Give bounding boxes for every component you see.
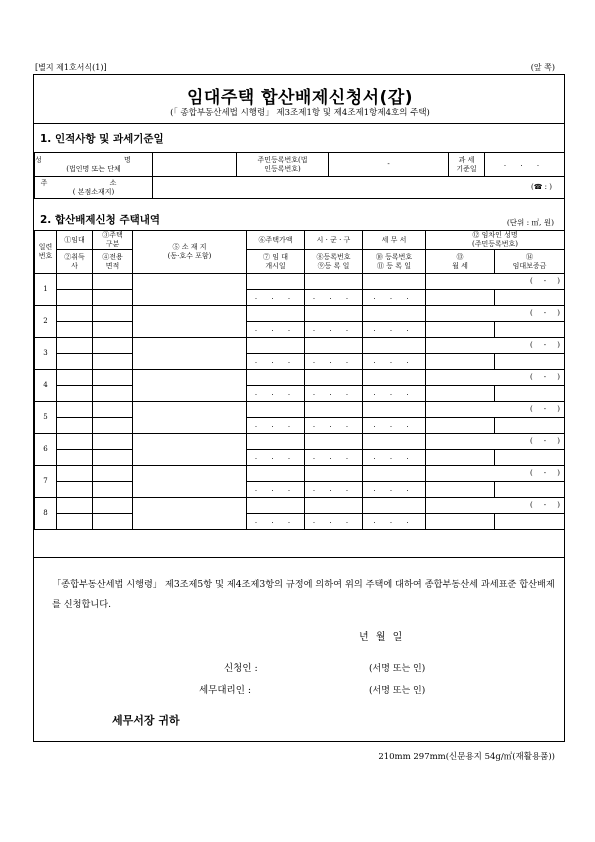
lease-start-cell-text: . . . (254, 325, 297, 333)
local-reg-no-cell[interactable] (305, 434, 363, 450)
tenant-id-cell-text: ( - ) (529, 277, 561, 285)
row-number (35, 274, 57, 306)
form-frame (33, 74, 565, 742)
lease-cell[interactable] (57, 338, 93, 354)
name-label: 성 명 (35, 155, 171, 164)
house-value-cell[interactable] (247, 274, 305, 290)
table-row (35, 354, 565, 370)
tax-date-placeholder: . . . (503, 160, 546, 168)
monthly-rent-cell[interactable] (426, 514, 495, 530)
tenant-id-cell[interactable] (426, 370, 565, 386)
lease-cell[interactable] (57, 434, 93, 450)
tax-date-field[interactable] (485, 153, 565, 177)
row-number (35, 466, 57, 498)
page-side-label: (앞 쪽) (530, 63, 555, 72)
tax-office-reg-date-cell[interactable] (363, 322, 426, 338)
addressee: 세무서장 귀하 (112, 714, 180, 727)
col-5-sub: (동·호수 포함) (167, 252, 212, 260)
lease-cell[interactable] (57, 370, 93, 386)
tax-office-reg-date-cell-text: . . . (373, 325, 415, 333)
tax-date-label: 과 세 (458, 155, 475, 164)
tax-office-reg-date-cell[interactable] (363, 514, 426, 530)
col-4: ④전용 면적 (93, 250, 133, 274)
area-cell[interactable] (93, 386, 133, 402)
house-type-cell[interactable] (93, 466, 133, 482)
col-14: ⑭ 임대보증금 (495, 250, 565, 274)
section1-heading: 1. 인적사항 및 과세기준일 (40, 133, 164, 145)
local-reg-date-cell[interactable] (305, 482, 363, 498)
local-reg-date-cell[interactable] (305, 386, 363, 402)
tax-office-reg-date-cell-text: . . . (373, 389, 415, 397)
table-row (35, 450, 565, 466)
local-reg-no-cell[interactable] (305, 402, 363, 418)
col-6: ⑥주택가액 (247, 231, 305, 250)
col-12-sub: (주민등록번호) (471, 240, 519, 248)
deposit-cell[interactable] (495, 322, 565, 338)
col-10: ⑩ 등록번호 (375, 252, 413, 261)
row-number (35, 306, 57, 338)
monthly-rent-cell[interactable] (426, 322, 495, 338)
address-label: 주 소 (40, 178, 147, 187)
local-reg-date-cell-text: . . . (312, 389, 355, 397)
tax-office-reg-date-cell-text: . . . (373, 357, 415, 365)
row-number-text: 6 (43, 445, 48, 453)
tax-office-reg-no-cell[interactable] (363, 434, 426, 450)
location-cell[interactable] (133, 402, 247, 434)
local-reg-no-cell[interactable] (305, 306, 363, 322)
tenant-id-cell-text: ( - ) (529, 309, 561, 317)
acquisition-cell[interactable] (57, 290, 93, 306)
col-8: ⑧등록번호 (316, 252, 351, 261)
col-9: ⑨등 록 일 (317, 261, 350, 270)
house-value-cell[interactable] (247, 498, 305, 514)
applicant-sign[interactable]: (서명 또는 인) (369, 664, 426, 674)
tax-office-reg-date-cell[interactable] (363, 418, 426, 434)
monthly-rent-cell[interactable] (426, 290, 495, 306)
lease-start-cell-text: . . . (254, 453, 297, 461)
area-cell[interactable] (93, 290, 133, 306)
house-value-cell[interactable] (247, 338, 305, 354)
applicant-label: 신청인 : (224, 663, 258, 674)
tax-office-reg-date-cell-text: . . . (373, 293, 415, 301)
location-cell[interactable] (133, 306, 247, 338)
monthly-rent-cell[interactable] (426, 354, 495, 370)
lease-start-cell-text: . . . (254, 485, 297, 493)
tenant-id-cell[interactable] (426, 306, 565, 322)
footer-spec: 210mm 297mm(신문용지 54g/㎡(재활용품)) (378, 752, 555, 762)
tenant-id-cell-text: ( - ) (529, 469, 561, 477)
lease-cell[interactable] (57, 402, 93, 418)
house-value-cell[interactable] (247, 434, 305, 450)
table-row (35, 418, 565, 434)
col-8-9-cell (305, 250, 363, 274)
lease-cell[interactable] (57, 498, 93, 514)
tax-office-reg-no-cell[interactable] (363, 338, 426, 354)
deposit-cell[interactable] (495, 514, 565, 530)
table-row (35, 498, 565, 514)
row-number-text: 4 (43, 381, 48, 389)
table-row (35, 514, 565, 530)
col-1: ①임대 (57, 231, 93, 250)
acquisition-cell[interactable] (57, 482, 93, 498)
row-number-text: 3 (43, 349, 48, 357)
lease-start-cell-text: . . . (254, 357, 297, 365)
area-cell[interactable] (93, 354, 133, 370)
row-number (35, 402, 57, 434)
row-number-text: 8 (43, 509, 48, 517)
deposit-cell[interactable] (495, 290, 565, 306)
house-type-cell[interactable] (93, 434, 133, 450)
tenant-id-cell-text: ( - ) (529, 437, 561, 445)
location-cell[interactable] (133, 434, 247, 466)
address-field[interactable] (153, 177, 565, 199)
table-row (35, 290, 565, 306)
form-number: [별지 제1호서식(1)] (35, 63, 107, 72)
tax-office-reg-no-cell[interactable] (363, 402, 426, 418)
col-sigungu: 시 · 군 · 구 (305, 231, 363, 250)
local-reg-date-cell-text: . . . (312, 421, 355, 429)
table-row (35, 306, 565, 322)
tenant-id-cell[interactable] (426, 498, 565, 514)
deposit-cell[interactable] (495, 354, 565, 370)
housing-rows (35, 274, 565, 530)
house-type-cell[interactable] (93, 370, 133, 386)
col-5: ⑤ 소 재 지 (172, 243, 207, 251)
table-row (35, 370, 565, 386)
housing-table (34, 230, 565, 530)
col-10-11-cell (363, 250, 426, 274)
monthly-rent-cell[interactable] (426, 450, 495, 466)
row-number (35, 498, 57, 530)
row-number (35, 338, 57, 370)
deposit-cell[interactable] (495, 418, 565, 434)
house-value-cell[interactable] (247, 402, 305, 418)
tax-office-reg-date-cell[interactable] (363, 450, 426, 466)
acquisition-cell[interactable] (57, 386, 93, 402)
area-cell[interactable] (93, 482, 133, 498)
local-reg-no-cell[interactable] (305, 274, 363, 290)
tax-office-reg-date-cell-text: . . . (373, 517, 415, 525)
tax-office-reg-date-cell-text: . . . (373, 453, 415, 461)
tax-office-reg-date-cell-text: . . . (373, 485, 415, 493)
address-label-cell (35, 177, 153, 199)
acquisition-cell[interactable] (57, 514, 93, 530)
deposit-cell[interactable] (495, 482, 565, 498)
agent-sign[interactable]: (서명 또는 인) (369, 686, 426, 696)
lease-start-cell-text: . . . (254, 293, 297, 301)
lease-start-cell[interactable] (247, 386, 305, 402)
tax-office-reg-no-cell[interactable] (363, 274, 426, 290)
local-reg-date-cell-text: . . . (312, 325, 355, 333)
lease-start-cell[interactable] (247, 418, 305, 434)
tax-date-label-cell (449, 153, 485, 177)
acquisition-cell[interactable] (57, 450, 93, 466)
table-row (35, 482, 565, 498)
monthly-rent-cell[interactable] (426, 386, 495, 402)
acquisition-cell[interactable] (57, 322, 93, 338)
table-row (35, 402, 565, 418)
table-row (35, 386, 565, 402)
id-label: 주민등록번호(법 (257, 155, 308, 164)
col-11: ⑪ 등 록 일 (377, 261, 411, 270)
location-cell[interactable] (133, 370, 247, 402)
area-cell[interactable] (93, 418, 133, 434)
row-number-text: 5 (43, 413, 48, 421)
date-line: 년 월 일 (359, 632, 405, 643)
id-label-cell (237, 153, 329, 177)
row-number (35, 434, 57, 466)
divider (34, 123, 564, 124)
personal-info-table (34, 152, 565, 199)
deposit-cell[interactable] (495, 386, 565, 402)
address-sublabel: ( 본점소재지) (72, 187, 115, 196)
tax-office-reg-date-cell[interactable] (363, 386, 426, 402)
name-label-cell (35, 153, 171, 177)
phone-field: (☎ : ) (531, 183, 552, 191)
lease-cell[interactable] (57, 274, 93, 290)
unit-label: (단위 : ㎡, 원) (506, 218, 554, 227)
lease-start-cell[interactable] (247, 322, 305, 338)
area-cell[interactable] (93, 322, 133, 338)
acquisition-cell[interactable] (57, 354, 93, 370)
monthly-rent-cell[interactable] (426, 418, 495, 434)
deposit-cell[interactable] (495, 450, 565, 466)
lease-cell[interactable] (57, 466, 93, 482)
tax-office-reg-date-cell[interactable] (363, 354, 426, 370)
lease-start-cell[interactable] (247, 290, 305, 306)
table-row (35, 274, 565, 290)
tax-office-reg-date-cell[interactable] (363, 482, 426, 498)
divider (34, 557, 564, 558)
local-reg-date-cell[interactable] (305, 322, 363, 338)
tenant-id-cell[interactable] (426, 466, 565, 482)
area-cell[interactable] (93, 514, 133, 530)
lease-start-cell[interactable] (247, 514, 305, 530)
location-cell[interactable] (133, 466, 247, 498)
acquisition-cell[interactable] (57, 418, 93, 434)
tenant-id-cell-text: ( - ) (529, 341, 561, 349)
area-cell[interactable] (93, 450, 133, 466)
col-taxoffice: 세 무 서 (363, 231, 426, 250)
col-2: ②취득 사 (57, 250, 93, 274)
local-reg-date-cell[interactable] (305, 514, 363, 530)
local-reg-date-cell[interactable] (305, 290, 363, 306)
lease-start-cell[interactable] (247, 482, 305, 498)
local-reg-date-cell-text: . . . (312, 517, 355, 525)
col-12: ⑫ 임차인 성명 (472, 231, 518, 239)
tenant-id-cell[interactable] (426, 274, 565, 290)
lease-start-cell[interactable] (247, 450, 305, 466)
local-reg-no-cell[interactable] (305, 370, 363, 386)
local-reg-no-cell[interactable] (305, 498, 363, 514)
lease-start-cell[interactable] (247, 354, 305, 370)
row-number (35, 370, 57, 402)
local-reg-date-cell[interactable] (305, 354, 363, 370)
tax-office-reg-no-cell[interactable] (363, 306, 426, 322)
house-value-cell[interactable] (247, 466, 305, 482)
form-title: 임대주택 합산배제신청서(갑) (186, 88, 414, 108)
col-3: ③주택 구분 (93, 231, 133, 250)
tenant-id-cell-text: ( - ) (529, 373, 561, 381)
location-cell[interactable] (133, 338, 247, 370)
tax-office-reg-no-cell[interactable] (363, 498, 426, 514)
col-13: ⑬ 월 세 (426, 250, 495, 274)
table-row (35, 322, 565, 338)
local-reg-date-cell-text: . . . (312, 293, 355, 301)
house-value-cell[interactable] (247, 306, 305, 322)
table-row (35, 434, 565, 450)
row-number-text: 2 (43, 317, 48, 325)
local-reg-date-cell-text: . . . (312, 453, 355, 461)
house-value-cell[interactable] (247, 370, 305, 386)
local-reg-no-cell[interactable] (305, 338, 363, 354)
lease-start-cell-text: . . . (254, 389, 297, 397)
house-type-cell[interactable] (93, 338, 133, 354)
agent-label: 세무대리인 : (199, 685, 252, 696)
local-reg-date-cell-text: . . . (312, 485, 355, 493)
location-cell[interactable] (133, 274, 247, 306)
house-type-cell[interactable] (93, 498, 133, 514)
tax-office-reg-date-cell-text: . . . (373, 421, 415, 429)
name-sublabel: (법인명 또는 단체 (66, 164, 121, 173)
monthly-rent-cell[interactable] (426, 482, 495, 498)
id-separator: - (387, 160, 390, 168)
lease-start-cell-text: . . . (254, 517, 297, 525)
row-number-text: 7 (43, 477, 48, 485)
col-7: ⑦ 임 대 개시일 (247, 250, 305, 274)
local-reg-date-cell[interactable] (305, 450, 363, 466)
house-type-cell[interactable] (93, 402, 133, 418)
id-field[interactable] (329, 153, 449, 177)
tenant-id-cell[interactable] (426, 402, 565, 418)
tax-office-reg-date-cell[interactable] (363, 290, 426, 306)
tenant-id-cell-text: ( - ) (529, 405, 561, 413)
col-5-cell (133, 231, 247, 274)
local-reg-date-cell[interactable] (305, 418, 363, 434)
tenant-id-cell[interactable] (426, 338, 565, 354)
row-number-text: 1 (43, 285, 48, 293)
local-reg-date-cell-text: . . . (312, 357, 355, 365)
lease-cell[interactable] (57, 306, 93, 322)
tax-office-reg-no-cell[interactable] (363, 466, 426, 482)
location-cell[interactable] (133, 498, 247, 530)
tenant-id-cell-text: ( - ) (529, 501, 561, 509)
tenant-id-cell[interactable] (426, 434, 565, 450)
col-serial: 일련 번호 (35, 231, 57, 274)
application-statement: 「종합부동산세법 시행령」 제3조제5항 및 제4조제3항의 규정에 의하여 위의 주택에 대하여 종합부동산세 과세표준 합산배제를 신청합니다. (52, 579, 555, 610)
col-12-cell (426, 231, 565, 250)
lease-start-cell-text: . . . (254, 421, 297, 429)
house-type-cell[interactable] (93, 306, 133, 322)
form-subtitle: (「 종합부동산세법 시행령」 제3조제1항 및 제4조제1항제4호의 주택) (170, 108, 430, 118)
table-row (35, 338, 565, 354)
tax-date-sublabel: 기준일 (456, 164, 477, 173)
house-type-cell[interactable] (93, 274, 133, 290)
id-sublabel: 인등록번호) (264, 164, 301, 173)
table-row (35, 466, 565, 482)
section2-heading: 2. 합산배제신청 주택내역 (40, 214, 161, 226)
local-reg-no-cell[interactable] (305, 466, 363, 482)
tax-office-reg-no-cell[interactable] (363, 370, 426, 386)
